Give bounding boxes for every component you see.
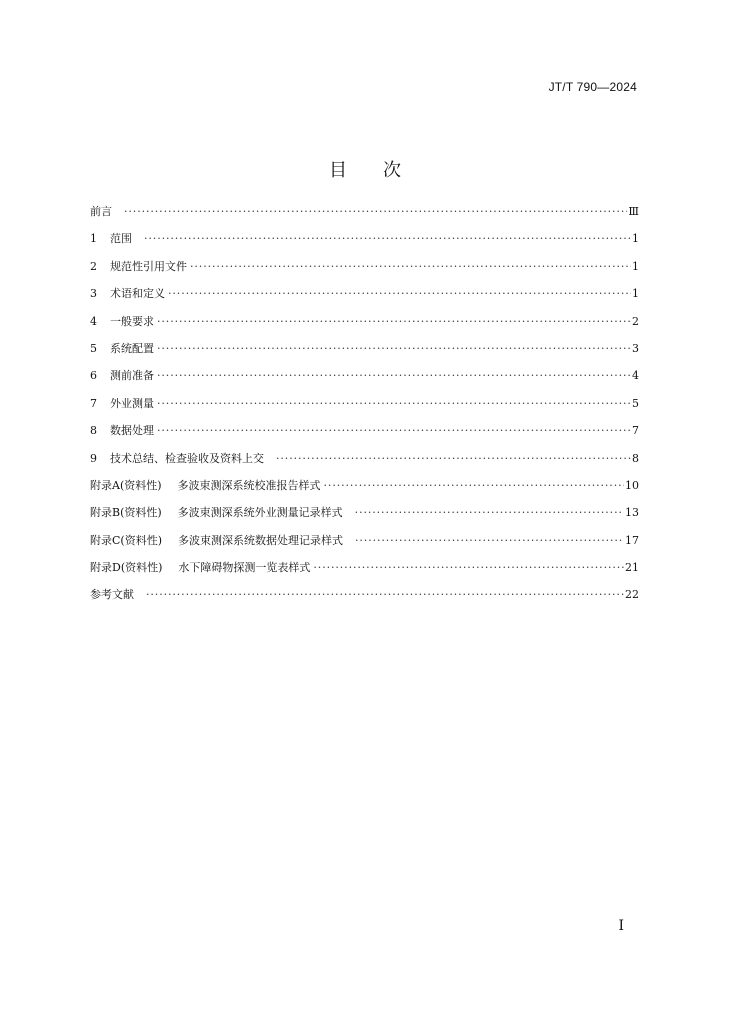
toc-dot-leader xyxy=(144,229,631,249)
toc-entry-label: 前言 xyxy=(90,205,112,218)
toc-entry-appendix-c[interactable] xyxy=(90,531,639,558)
toc-page-number: 2 xyxy=(632,314,639,328)
toc-dot-leader xyxy=(157,312,631,332)
toc-page-number: 21 xyxy=(625,561,639,575)
toc-entry-general-requirements[interactable] xyxy=(90,312,639,339)
toc-page-number: 8 xyxy=(632,451,639,465)
toc-dot-leader xyxy=(157,394,631,414)
toc-entry-label-group xyxy=(90,394,154,414)
toc-section-number: 3 xyxy=(90,287,97,301)
toc-dot-leader xyxy=(157,421,631,441)
page-title xyxy=(0,156,730,182)
toc-entry-technical-summary[interactable] xyxy=(90,449,639,476)
toc-section-number: 2 xyxy=(90,259,97,273)
toc-section-number: 7 xyxy=(90,396,97,410)
toc-page-number: 1 xyxy=(632,232,639,246)
toc-entry-terms-definitions[interactable] xyxy=(90,284,639,311)
toc-page-number: 22 xyxy=(625,588,639,602)
toc-section-number: 1 xyxy=(90,232,97,246)
toc-appendix-label: 附录A(资料性) xyxy=(90,478,162,492)
toc-entry-label: 规范性引用文件 xyxy=(110,259,187,273)
toc-entry-system-configuration[interactable] xyxy=(90,339,639,366)
toc-section-number: 4 xyxy=(90,314,97,328)
toc-page-number: 10 xyxy=(625,478,639,492)
toc-entry-label-group xyxy=(90,503,343,523)
toc-entry-label-group xyxy=(90,531,343,551)
toc-entry-pre-survey-preparation[interactable] xyxy=(90,366,639,393)
toc-entry-label-group xyxy=(90,229,132,249)
toc-page-number: 1 xyxy=(632,287,639,301)
toc-entry-scope[interactable] xyxy=(90,229,639,256)
page-title-char-2: 次 xyxy=(383,160,401,182)
toc-dot-leader xyxy=(146,585,624,605)
toc-entry-foreword[interactable] xyxy=(90,202,639,229)
toc-entry-label: 技术总结、检查验收及资料上交 xyxy=(110,451,264,465)
toc-entry-data-processing[interactable] xyxy=(90,421,639,448)
toc-dot-leader xyxy=(313,558,624,578)
toc-entry-label: 多波束测深系统外业测量记录样式 xyxy=(177,506,343,520)
toc-entry-label: 测前准备 xyxy=(110,369,154,383)
toc-page-number: 17 xyxy=(625,533,639,547)
toc-entry-appendix-b[interactable] xyxy=(90,503,639,530)
toc-dot-leader xyxy=(157,366,631,386)
toc-dot-leader xyxy=(355,503,624,523)
toc-entry-label: 术语和定义 xyxy=(110,287,165,301)
toc-dot-leader xyxy=(190,257,631,277)
toc-entry-label-group xyxy=(90,449,264,469)
toc-page-number: 4 xyxy=(632,369,639,383)
table-of-contents xyxy=(90,202,639,613)
toc-entry-label-group xyxy=(90,366,154,386)
toc-page-number: 5 xyxy=(632,396,639,410)
toc-appendix-label: 附录B(资料性) xyxy=(90,506,162,520)
toc-page-number: 1 xyxy=(632,259,639,273)
toc-entry-appendix-a[interactable] xyxy=(90,476,639,503)
toc-entry-label: 参考文献 xyxy=(90,588,134,602)
toc-entry-label: 水下障碍物探测一览表样式 xyxy=(178,561,311,575)
toc-entry-label: 范围 xyxy=(110,232,132,246)
toc-dot-leader xyxy=(168,284,631,304)
toc-dot-leader xyxy=(324,476,624,496)
toc-dot-leader xyxy=(355,531,624,551)
toc-entry-field-survey[interactable] xyxy=(90,394,639,421)
toc-entry-label-group xyxy=(90,284,165,304)
toc-page-number: 13 xyxy=(625,506,639,520)
toc-entry-label-group xyxy=(90,421,154,441)
toc-entry-normative-references[interactable] xyxy=(90,257,639,284)
toc-entry-appendix-d[interactable] xyxy=(90,558,639,585)
toc-entry-label: 系统配置 xyxy=(110,341,154,355)
toc-dot-leader xyxy=(276,449,631,469)
toc-section-number: 5 xyxy=(90,341,97,355)
toc-entry-label: 数据处理 xyxy=(110,424,154,438)
toc-entry-label-group xyxy=(90,312,154,332)
toc-entry-label: 外业测量 xyxy=(110,396,154,410)
toc-dot-leader xyxy=(124,202,627,222)
toc-page-number: 3 xyxy=(632,341,639,355)
toc-entry-label-group xyxy=(90,257,187,277)
toc-section-number: 9 xyxy=(90,451,97,465)
toc-entry-label: 一般要求 xyxy=(110,314,154,328)
toc-entry-bibliography[interactable] xyxy=(90,585,639,612)
toc-entry-label: 多波束测深系统数据处理记录样式 xyxy=(178,533,343,547)
toc-entry-label-group xyxy=(90,558,310,578)
toc-page-number: 7 xyxy=(632,424,639,438)
toc-page-number: Ⅲ xyxy=(628,205,639,218)
toc-dot-leader xyxy=(157,339,631,359)
toc-appendix-label: 附录C(资料性) xyxy=(90,533,162,547)
toc-section-number: 8 xyxy=(90,424,97,438)
toc-entry-label-group xyxy=(90,476,321,496)
page-title-char-1: 目 xyxy=(329,160,347,182)
page-footer-number: Ⅰ xyxy=(618,918,624,934)
standard-code: JT/T 790—2024 xyxy=(548,80,637,94)
toc-entry-label-group xyxy=(90,339,154,359)
toc-entry-label: 多波束测深系统校准报告样式 xyxy=(177,478,321,492)
toc-appendix-label: 附录D(资料性) xyxy=(90,561,163,575)
toc-section-number: 6 xyxy=(90,369,97,383)
